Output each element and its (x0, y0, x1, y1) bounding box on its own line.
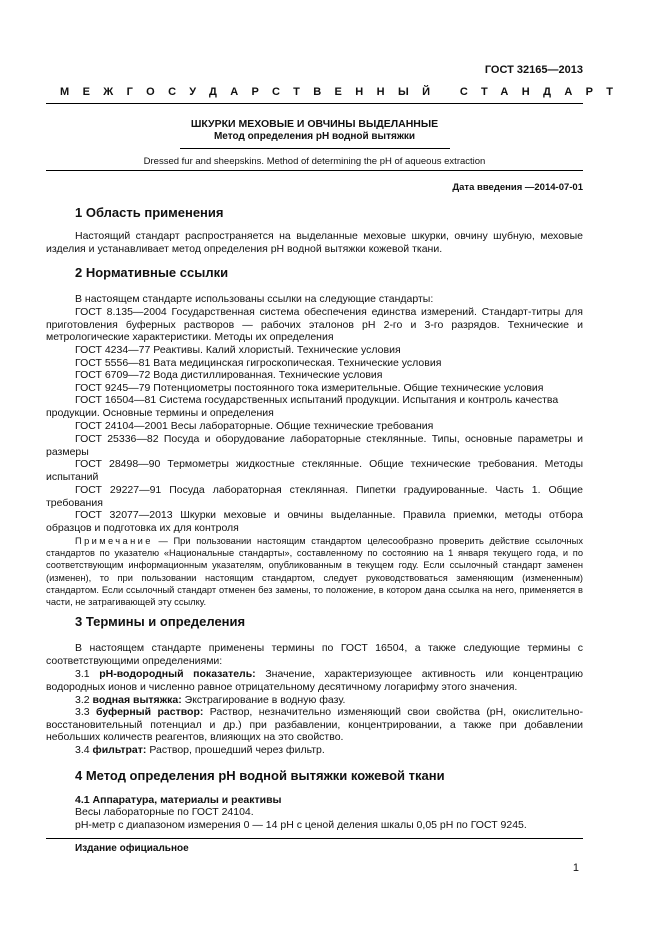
term-text: Экстрагирование в водную фазу. (181, 694, 346, 706)
edition-label: Издание официальное (75, 843, 189, 854)
section-1-text: Настоящий стандарт распространяется на выделанные меховые шкурки, овчину шубную, меховые изделия и устанавливает метод определения pH водной вытяжки кожевой ткани. (46, 230, 583, 255)
term-name: водная вытяжка: (92, 694, 182, 706)
term-definition (46, 744, 583, 757)
document-title: ШКУРКИ МЕХОВЫЕ И ОВЧИНЫ ВЫДЕЛАННЫЕ (190, 118, 439, 130)
term-text: Раствор, незначительно изменяющий свои свойства (pH, окислительно-восстановительный потенциал и др.) при разбавлении, концентрировании, а также при добавлении небольших количеств реагентов, влияющих на это свойство. (46, 706, 583, 744)
reference-item: ГОСТ 29227—91 Посуда лабораторная стеклянная. Пипетки градуированные. Часть 1. Общие требования (46, 484, 583, 509)
reference-item: ГОСТ 28498—90 Термометры жидкостные стеклянные. Общие технические требования. Методы испытаний (46, 458, 583, 483)
section-2-lead: В настоящем стандарте использованы ссылки на следующие стандарты: (75, 293, 434, 305)
term-number: 3.4 (75, 744, 93, 756)
equipment-line: Весы лабораторные по ГОСТ 24104. (75, 806, 254, 818)
state-standard-label: МЕЖГОСУДАРСТВЕННЫЙ СТАНДАРТ (60, 86, 627, 98)
note-label: Примечание (75, 536, 153, 546)
term-text: Раствор, прошедший через фильтр. (146, 744, 325, 756)
term-text: Значение, характеризующее активность или концентрацию водородных ионов и численно равное отрицательному десятичному логарифму этого значения. (46, 668, 583, 693)
reference-item: ГОСТ 16504—81 Система государственных испытаний продукции. Испытания и контроль качества продукции. Основные термины и определения (46, 394, 559, 419)
reference-item: ГОСТ 5556—81 Вата медицинская гигроскопическая. Технические условия (75, 357, 442, 369)
term-number: 3.3 (75, 706, 96, 718)
term-definition (46, 706, 583, 744)
document-subtitle: Метод определения pH водной вытяжки (213, 131, 416, 142)
reference-item: ГОСТ 32077—2013 Шкурки меховые и овчины выделанные. Правила приемки, методы отбора образцов и подготовка их для контроля (46, 509, 583, 534)
term-definition (46, 694, 583, 707)
gost-number: ГОСТ 32165—2013 (484, 64, 583, 76)
header-divider (46, 103, 583, 104)
section-2-heading: 2 Нормативные ссылки (75, 265, 229, 280)
title-divider (180, 148, 450, 149)
term-name: pH-водородный показатель: (99, 668, 256, 680)
intro-date: Дата введения —2014-07-01 (452, 182, 583, 193)
reference-item: ГОСТ 8.135—2004 Государственная система обеспечения единства измерений. Стандарт-титры для приготовления буферных растворов — рабочих эталонов pH 2-го и 3-го разрядов. Технические и метрологические характеристики. Методы их определения (46, 306, 583, 344)
footer-divider (46, 838, 583, 839)
page-number: 1 (572, 862, 579, 874)
references-note (46, 535, 583, 608)
note-text: — При пользовании настоящим стандартом целесообразно проверить действие ссылочных стандартов по указателю «Национальные стандарты», составленному по состоянию на 1 января текущего года, и по соответствующим информационным указателям, опубликованным в текущем году. Если ссылочный стандарт заменен (изменен), то при пользовании настоящим стандартом, следует руководствоваться заменяющим (измененным) стандартом. Если ссылочный стандарт отменен без замены, то положение, в котором дана ссылка на него, применяется в части, не затрагивающей эту ссылку. (46, 536, 583, 608)
english-title-divider (46, 170, 583, 171)
subsection-4-1-heading: 4.1 Аппаратура, материалы и реактивы (75, 794, 282, 806)
term-number: 3.1 (75, 668, 100, 680)
reference-item: ГОСТ 9245—79 Потенциометры постоянного тока измерительные. Общие технические условия (75, 382, 544, 394)
reference-item: ГОСТ 6709—72 Вода дистиллированная. Технические условия (75, 369, 383, 381)
term-definition (46, 668, 583, 693)
reference-item: ГОСТ 24104—2001 Весы лабораторные. Общие технические требования (75, 420, 434, 432)
section-3-heading: 3 Термины и определения (75, 614, 246, 629)
term-number: 3.2 (75, 694, 93, 706)
term-name: буферный раствор: (95, 706, 204, 718)
reference-item: ГОСТ 4234—77 Реактивы. Калий хлористый. Технические условия (75, 344, 401, 356)
reference-item: ГОСТ 25336—82 Посуда и оборудование лабораторные стеклянные. Типы, основные параметры и размеры (46, 433, 583, 458)
section-1-heading: 1 Область применения (75, 205, 224, 220)
section-4-heading: 4 Метод определения pH водной вытяжки кожевой ткани (75, 768, 445, 783)
english-title: Dressed fur and sheepskins. Method of determining the pH of aqueous extraction (143, 156, 486, 167)
equipment-line: pH-метр с диапазоном измерения 0 — 14 pH с ценой деления шкалы 0,05 pH по ГОСТ 9245. (75, 819, 527, 831)
term-name: фильтрат: (92, 744, 147, 756)
section-3-lead: В настоящем стандарте применены термины по ГОСТ 16504, а также следующие термины с соответствующими определениями: (46, 642, 583, 667)
